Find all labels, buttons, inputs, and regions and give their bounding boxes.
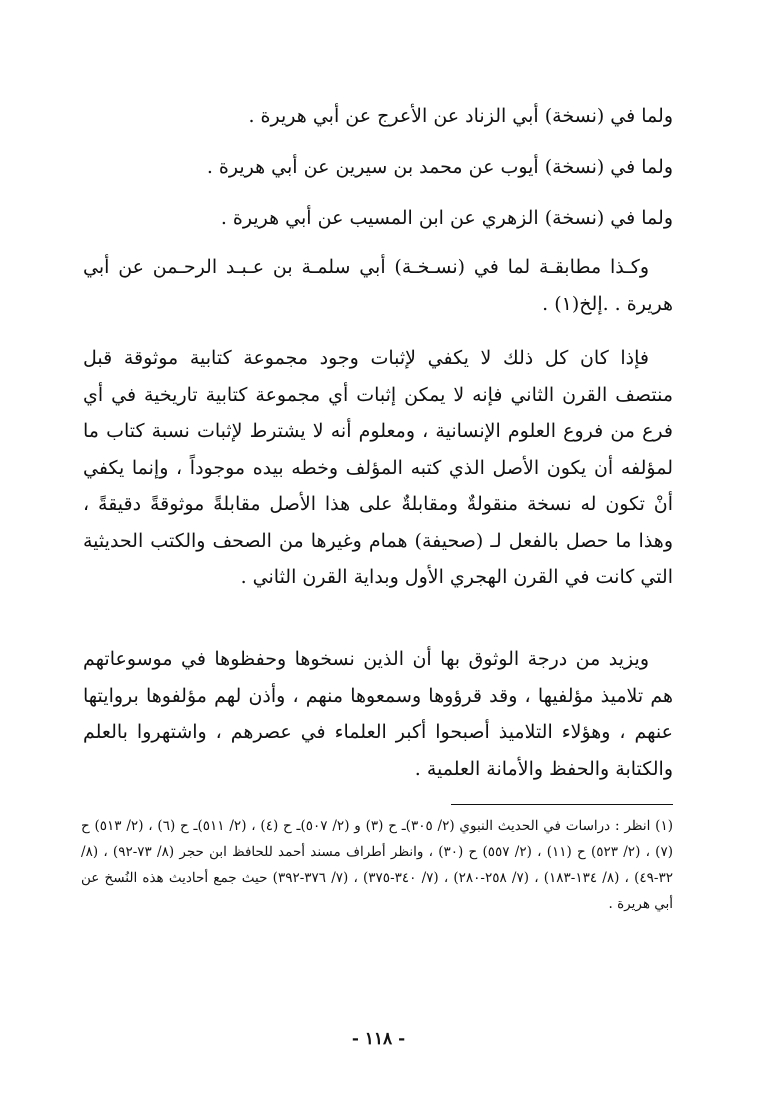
text-line-2: ولما في (نسخة) أيوب عن محمد بن سيرين عن أبي هريرة .	[206, 156, 673, 178]
paragraph-faidha: فإذا كان كل ذلك لا يكفي لإثبات وجود مجموعة كتابية موثوقة قبل منتصف القرن الثاني فإنه لا يمكن إثبات أي مجموعة كتابية تاريخية في أي فرع من فروع العلوم الإنسانية ، ومعلوم أنه لا يشترط لإثبات نسبة كتاب ما لمؤلفه أن يكون الأصل الذي كتبه المؤلف وخطه بيده موجوداً ، وإنما يكفي أنْ تكون له نسخة منقولةٌ ومقابلةٌ على هذا الأصل مقابلةً موثوقةً دقيقةً ، وهذا ما حصل بالفعل لـ (صحيفة) همام وغيرها من الصحف والكتب الحديثية التي كانت في القرن الهجري الأول وبداية القرن الثاني .	[83, 347, 673, 588]
paragraph-wayazid: ويزيد من درجة الوثوق بها أن الذين نسخوها وحفظوها في موسوعاتهم هم تلاميذ مؤلفيها ، وقد قرؤوها وسمعوها منهم ، وأذن لهم مؤلفوها بروايتها عنهم ، وهؤلاء التلاميذ أصبحوا أكبر العلماء في عصرهم ، واشتهروا بالعلم والكتابة والحفظ والأمانة العلمية .	[83, 648, 673, 780]
footnote-separator	[451, 804, 673, 805]
footnote: (١) انظر : دراسات في الحديث النبوي (٢/ ٣٠٥)ـ ح (٣) و (٢/ ٥٠٧)ـ ح (٤) ، (٢/ ٥١١)ـ ح (٦) ، (٢/ ٥١٣) ح (٧) ، (٢/ ٥٢٣) ح (١١) ، (٢/ ٥٥٧) ح (٣٠) ، وانظر أطراف مسند أحمد للحافظ ابن حجر (٨/ ٧٣-٩٢) ، (٨/ ٣٢-٤٩) ، (٨/ ١٣٤-١٨٣) ، (٧/ ٢٥٨-٢٨٠) ، (٧/ ٣٤٠-٣٧٥) ، (٧/ ٣٧٦-٣٩٢) حيث جمع أحاديث هذه النُسخ عن أبي هريرة .	[81, 818, 673, 912]
text-line-1: ولما في (نسخة) أبي الزناد عن الأعرج عن أبي هريرة .	[248, 105, 673, 127]
paragraph-wakadha: وكـذا مطابقـة لما في (نسـخـة) أبي سلمـة بن عـبـد الرحـمن عن أبي هريرة . .إلخ(١) .	[83, 256, 673, 315]
page-number: - ١١٨ -	[351, 1029, 406, 1049]
text-line-3: ولما في (نسخة) الزهري عن ابن المسيب عن أبي هريرة .	[220, 207, 673, 229]
